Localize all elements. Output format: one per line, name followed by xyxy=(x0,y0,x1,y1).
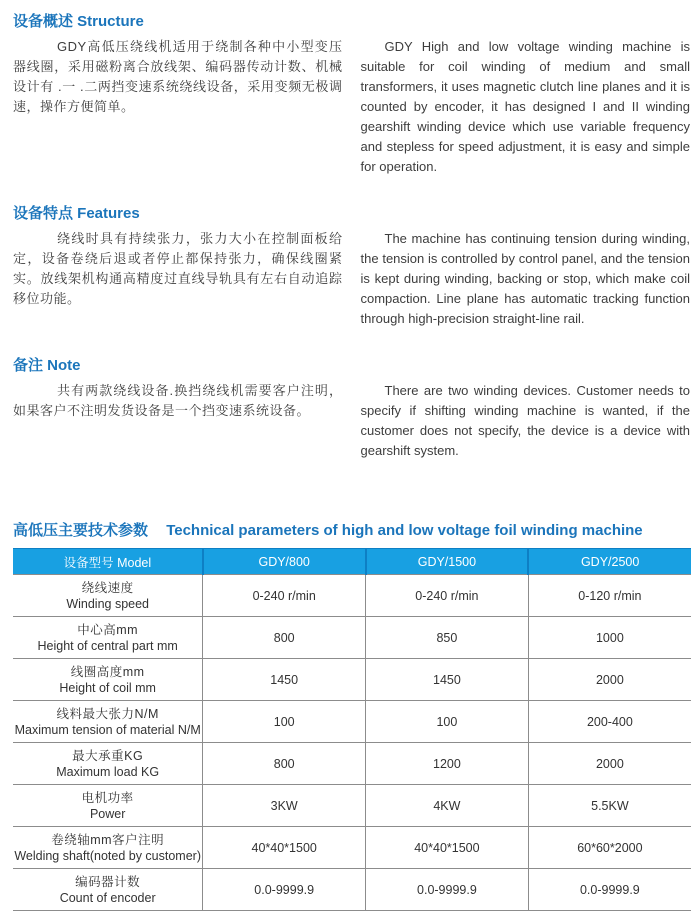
param-value: 1200 xyxy=(366,743,529,785)
param-label xyxy=(13,869,203,911)
param-value: 100 xyxy=(366,701,529,743)
structure-columns xyxy=(13,37,690,177)
param-label-en: Maximum load KG xyxy=(56,764,160,779)
param-label xyxy=(13,575,203,617)
note-heading: 备注 Note xyxy=(13,357,81,374)
section-structure xyxy=(13,10,690,177)
param-label-zh: 线料最大张力N/M xyxy=(56,706,159,721)
note-text-chinese: 共有两款绕线设备.换挡绕线机需要客户注明，如果客户不注明发货设备是一个挡变速系统设备。 xyxy=(13,383,343,418)
structure-heading: 设备概述 Structure xyxy=(13,13,144,30)
param-value: 1450 xyxy=(203,659,366,701)
param-label xyxy=(13,659,203,701)
param-value: 3KW xyxy=(203,785,366,827)
param-label-zh: 编码器计数 xyxy=(75,874,141,889)
param-value: 2000 xyxy=(528,743,691,785)
structure-text-chinese: GDY高低压绕线机适用于绕制各种中小型变压器线圈，采用磁粉离合放线架、编码器传动计数、机械设计有 .一 .二两挡变速系统绕线设备，采用变频无极调速，操作方便简单。 xyxy=(13,39,343,114)
param-label-en: Count of encoder xyxy=(59,890,156,905)
section-features xyxy=(13,202,690,329)
features-columns xyxy=(13,229,690,329)
features-text-chinese: 绕线时具有持续张力，张力大小在控制面板给定，设备卷绕后退或者停止都保持张力，确保线圈紧实。放线架机构通高精度过直线导轨具有左右自动追踪移位功能。 xyxy=(13,231,343,306)
param-label xyxy=(13,785,203,827)
parameters-table xyxy=(13,548,691,911)
param-value: 0.0-9999.9 xyxy=(366,869,529,911)
param-label-zh: 最大承重KG xyxy=(72,748,144,763)
note-text-english: There are two winding devices. Customer needs to specify if shifting winding machine is wanted, if the customer does not specify, the device is a device with gearshift system. xyxy=(360,383,690,458)
param-value: 60*60*2000 xyxy=(528,827,691,869)
param-value: 800 xyxy=(203,617,366,659)
param-label-zh: 电机功率 xyxy=(81,790,134,805)
table-row xyxy=(13,701,691,743)
param-label-zh: 绕线速度 xyxy=(81,580,134,595)
param-value: 2000 xyxy=(528,659,691,701)
table-title-english: Technical parameters of high and low voltage foil winding machine xyxy=(166,522,643,539)
param-value: 5.5KW xyxy=(528,785,691,827)
param-value: 850 xyxy=(366,617,529,659)
param-label-en: Height of central part mm xyxy=(37,638,178,653)
structure-text-english: GDY High and low voltage winding machine is suitable for coil winding of medium and small transformers, it uses magnetic clutch line planes and it is counted by encoder, it has designed I and II winding gearshift winding device which use variable frequency and stepless for speed adjustment, it is easy and simple for operation. xyxy=(360,39,690,174)
table-row xyxy=(13,575,691,617)
header-gdy2500: GDY/2500 xyxy=(528,549,691,575)
features-text-english: The machine has continuing tension during winding, the tension is controlled by control panel, and the tension is kept during winding, backing or stop, which make coil compaction. Line plane has automatic tracking function through high-precision straight-line rail. xyxy=(360,231,690,326)
note-columns xyxy=(13,381,690,461)
table-row xyxy=(13,743,691,785)
param-label xyxy=(13,617,203,659)
table-title-chinese: 高低压主要技术参数 xyxy=(13,522,149,539)
param-value: 4KW xyxy=(366,785,529,827)
table-row xyxy=(13,785,691,827)
param-value: 0.0-9999.9 xyxy=(528,869,691,911)
param-label xyxy=(13,701,203,743)
section-technical-parameters xyxy=(13,519,690,911)
param-label-zh: 中心高mm xyxy=(77,622,139,637)
param-label-zh: 卷绕轴mm客户注明 xyxy=(51,832,165,847)
param-label-en: Height of coil mm xyxy=(59,680,156,695)
param-label-en: Winding speed xyxy=(66,596,150,611)
param-label-en: Maximum tension of material N/M xyxy=(14,722,201,737)
table-row xyxy=(13,617,691,659)
param-value: 40*40*1500 xyxy=(366,827,529,869)
section-note xyxy=(13,354,690,461)
param-value: 200-400 xyxy=(528,701,691,743)
table-row xyxy=(13,827,691,869)
param-value: 1000 xyxy=(528,617,691,659)
param-label xyxy=(13,827,203,869)
table-header-row xyxy=(13,549,691,575)
param-label-en: Power xyxy=(89,806,126,821)
param-label-zh: 线圈高度mm xyxy=(70,664,145,679)
table-row xyxy=(13,659,691,701)
param-value: 40*40*1500 xyxy=(203,827,366,869)
table-row xyxy=(13,869,691,911)
header-model: 设备型号 Model xyxy=(13,549,203,575)
param-value: 0-240 r/min xyxy=(203,575,366,617)
param-value: 100 xyxy=(203,701,366,743)
param-value: 800 xyxy=(203,743,366,785)
param-label-en: Welding shaft(noted by customer) xyxy=(14,848,201,863)
param-value: 1450 xyxy=(366,659,529,701)
header-gdy800: GDY/800 xyxy=(203,549,366,575)
table-title xyxy=(13,519,690,540)
param-value: 0.0-9999.9 xyxy=(203,869,366,911)
param-value: 0-120 r/min xyxy=(528,575,691,617)
features-heading: 设备特点 Features xyxy=(13,205,140,222)
param-label xyxy=(13,743,203,785)
param-value: 0-240 r/min xyxy=(366,575,529,617)
header-gdy1500: GDY/1500 xyxy=(366,549,529,575)
